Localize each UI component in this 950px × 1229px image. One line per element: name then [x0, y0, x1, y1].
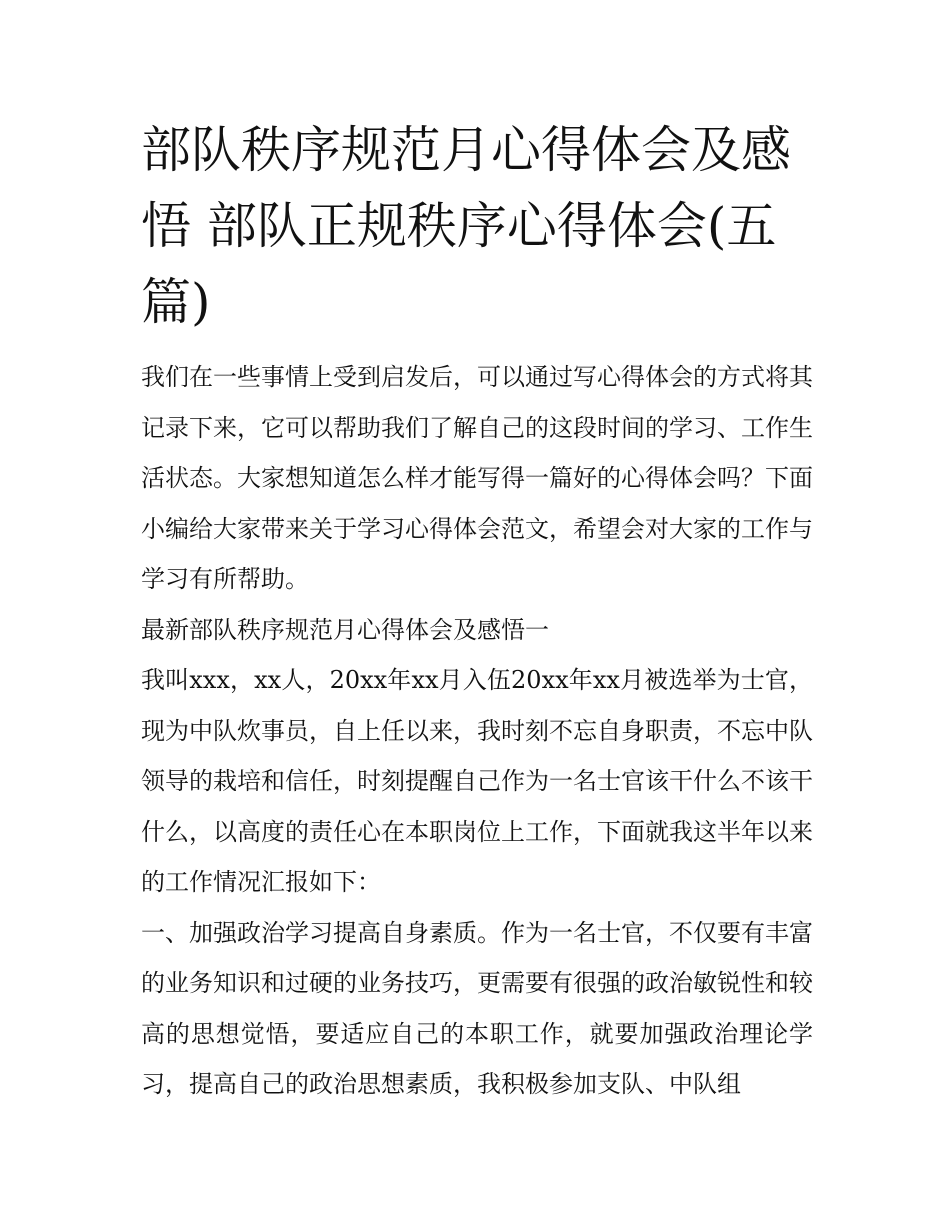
paragraph-political-study: 一、加强政治学习提高自身素质。作为一名士官，不仅要有丰富的业务知识和过硬的业务技巧，更需要有很强的政治敏锐性和较高的思想觉悟，要适应自己的本职工作，就要加强政治理论学习，提高自己的政治思想素质，我积极参加支队、中队组 — [141, 918, 813, 1098]
paragraph-intro: 我们在一些事情上受到启发后，可以通过写心得体会的方式将其记录下来，它可以帮助我们了解自己的这段时间的学习、工作生活状态。大家想知道怎么样才能写得一篇好的心得体会吗？下面小编给大家带来关于学习心得体会范文，希望会对大家的工作与学习有所帮助。 — [141, 363, 813, 593]
paragraph-self-introduction: 我叫xxx，xx人，20xx年xx月入伍20xx年xx月被选举为士官，现为中队炊事员，自上任以来，我时刻不忘自身职责，不忘中队领导的栽培和信任，时刻提醒自己作为一名士官该干什么不该干什么，以高度的责任心在本职岗位上工作，下面就我这半年以来的工作情况汇报如下： — [141, 666, 813, 896]
section-heading: 最新部队秩序规范月心得体会及感悟一 — [141, 615, 549, 644]
document-body — [141, 352, 813, 1110]
document-title: 部队秩序规范月心得体会及感悟 部队正规秩序心得体会(五篇) — [141, 121, 791, 331]
document-page — [141, 112, 813, 1110]
